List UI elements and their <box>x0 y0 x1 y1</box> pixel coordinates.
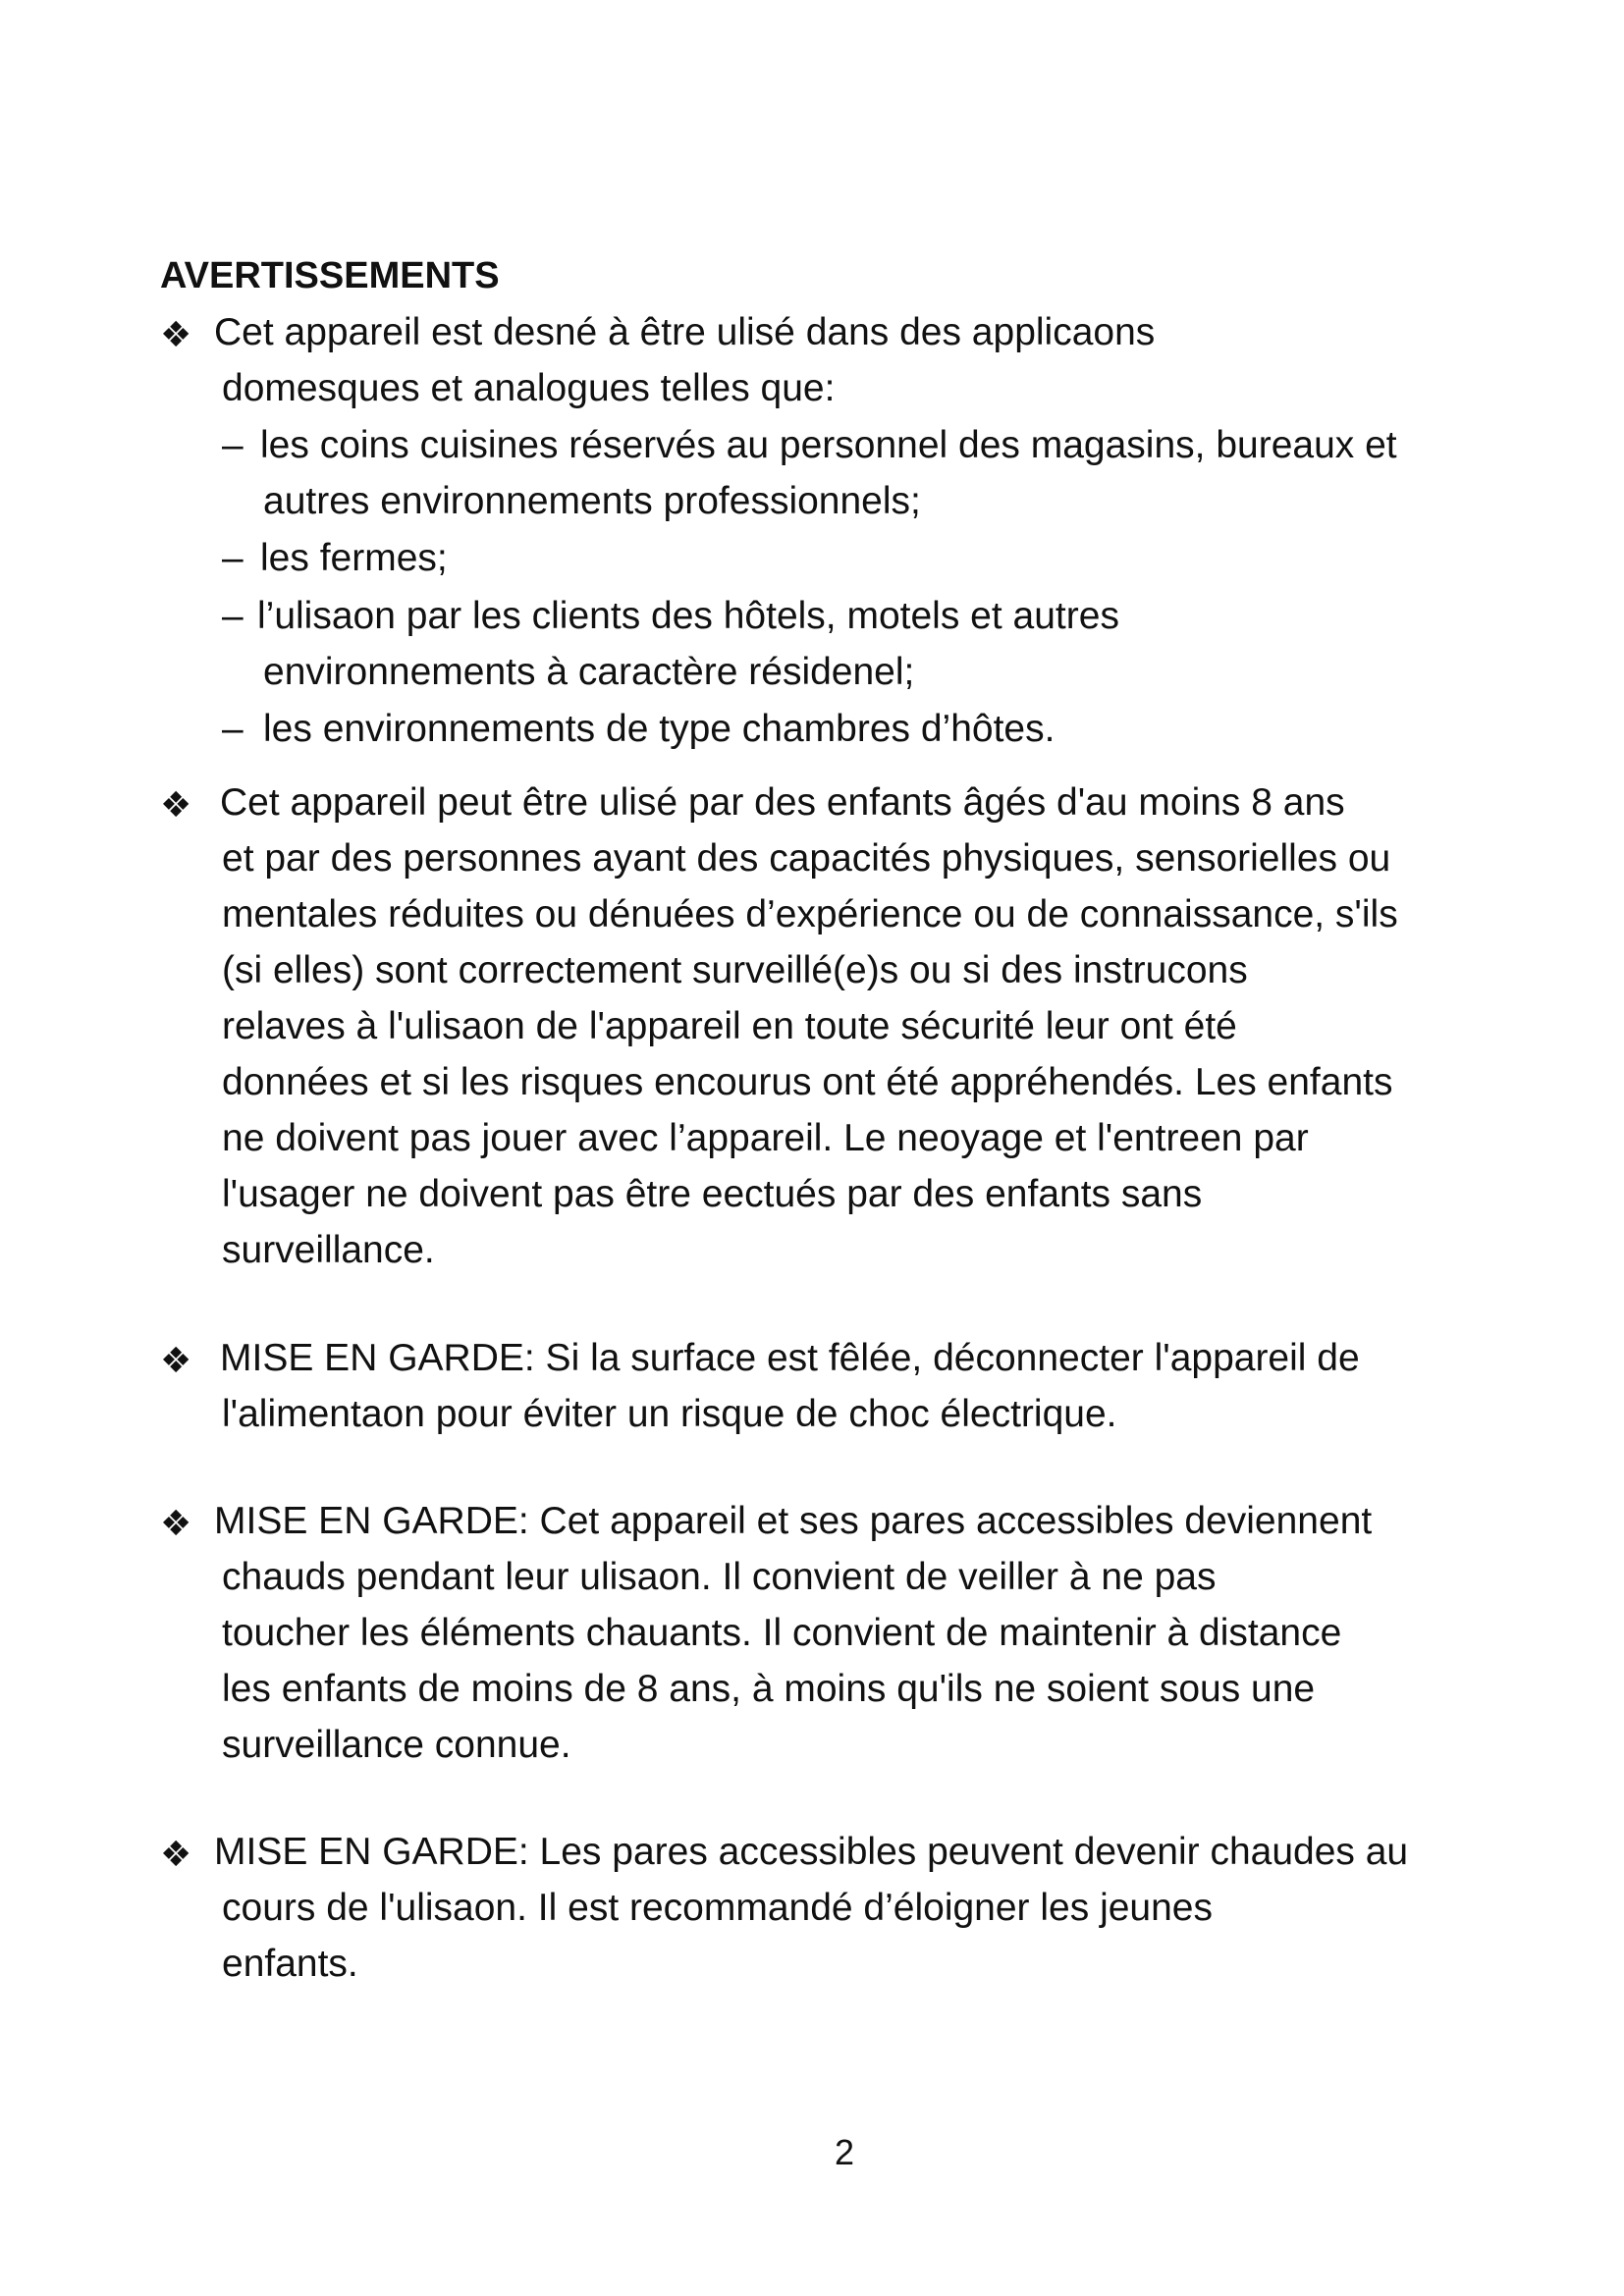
section-4-line-4: les enfants de moins de 8 ans, à moins qu'ils ne soient sous une <box>222 1668 1316 1710</box>
section-2-line-9: surveillance. <box>222 1229 435 1271</box>
section-1-line-1: Cet appareil est desné à être ulisé dans des applicaons <box>214 311 1156 353</box>
section-4-line-1: MISE EN GARDE: Cet appareil et ses pares accessibles deviennent <box>214 1500 1373 1542</box>
dash-icon: – <box>222 708 244 750</box>
diamond-bullet-icon: ❖ <box>160 784 192 825</box>
section-5-line-3: enfants. <box>222 1943 358 1985</box>
section-5-line-2: cours de l'ulisaon. Il est recommandé d’éloigner les jeunes <box>222 1887 1213 1929</box>
page-number: 2 <box>834 2132 855 2172</box>
dash-icon: – <box>222 595 244 637</box>
dash-icon: – <box>222 537 244 579</box>
section-2-line-2: et par des personnes ayant des capacités physiques, sensorielles ou <box>222 837 1391 880</box>
dash-icon: – <box>222 424 244 466</box>
diamond-bullet-icon: ❖ <box>160 1834 192 1874</box>
section-2-line-4: (si elles) sont correctement surveillé(e)s ou si des instrucons <box>222 949 1248 991</box>
section-2-line-5: relaves à l'ulisaon de l'appareil en toute sécurité leur ont été <box>222 1005 1237 1047</box>
subitem-1-line-2: autres environnements professionnels; <box>263 480 921 522</box>
diamond-bullet-icon: ❖ <box>160 1340 192 1380</box>
section-4-line-3: toucher les éléments chauants. Il convient de maintenir à distance <box>222 1612 1342 1654</box>
subitem-4-line-1: les environnements de type chambres d’hôtes. <box>263 708 1056 750</box>
subitem-1-line-1: les coins cuisines réservés au personnel des magasins, bureaux et <box>260 424 1397 466</box>
section-3-line-2: l'alimentaon pour éviter un risque de choc électrique. <box>222 1393 1117 1435</box>
section-3-line-1: MISE EN GARDE: Si la surface est fêlée, déconnecter l'appareil de <box>220 1337 1360 1379</box>
section-2-line-8: l'usager ne doivent pas être eectués par des enfants sans <box>222 1173 1203 1215</box>
section-2-line-3: mentales réduites ou dénuées d’expérience ou de connaissance, s'ils <box>222 893 1398 935</box>
section-2-line-7: ne doivent pas jouer avec l’appareil. Le neoyage et l'entreen par <box>222 1117 1309 1159</box>
section-4-line-5: surveillance connue. <box>222 1724 571 1766</box>
subitem-3-line-1: l’ulisaon par les clients des hôtels, motels et autres <box>257 595 1119 637</box>
subitem-2-line-1: les fermes; <box>260 537 448 579</box>
section-2-line-6: données et si les risques encourus ont été appréhendés. Les enfants <box>222 1061 1393 1103</box>
section-4-line-2: chauds pendant leur ulisaon. Il convient de veiller à ne pas <box>222 1556 1217 1598</box>
diamond-bullet-icon: ❖ <box>160 314 192 354</box>
heading: AVERTISSEMENTS <box>160 255 500 296</box>
section-5-line-1: MISE EN GARDE: Les pares accessibles peuvent devenir chaudes au <box>214 1831 1409 1873</box>
subitem-3-line-2: environnements à caractère résidenel; <box>263 651 915 693</box>
section-2-line-1: Cet appareil peut être ulisé par des enfants âgés d'au moins 8 ans <box>220 781 1345 824</box>
diamond-bullet-icon: ❖ <box>160 1503 192 1543</box>
section-1-line-2: domesques et analogues telles que: <box>222 367 836 409</box>
